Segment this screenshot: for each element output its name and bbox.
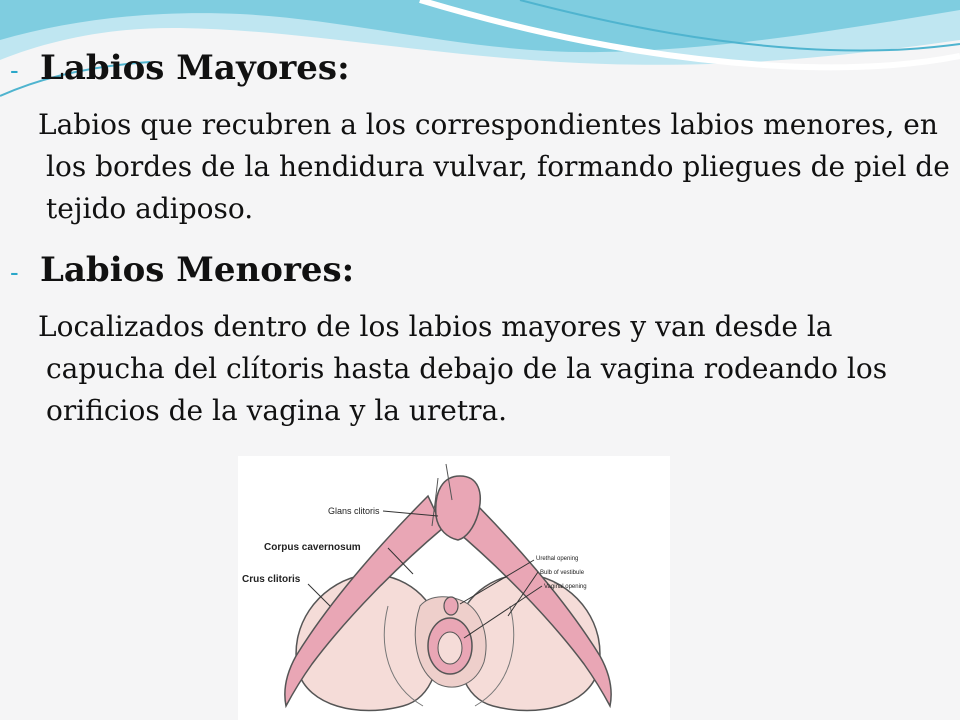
bullet-labios-menores (10, 250, 354, 290)
paragraph-labios-menores: Localizados dentro de los labios mayores y van desde la capucha del clítoris hasta debajo de la vagina rodeando los orificios de la vagina y la uretra. (38, 310, 888, 427)
label-bulb-of-vestibule: Bulb of vestibule (540, 570, 585, 576)
label-urethral-opening: Urethal opening (536, 556, 579, 562)
bullet-dash: - (10, 55, 19, 85)
heading-labios-menores: Labios Menores: (40, 250, 355, 290)
label-corpus-cavernosum: Corpus cavernosum (264, 542, 361, 553)
anatomy-illustration (238, 456, 670, 720)
label-crus-clitoris: Crus clitoris (242, 574, 301, 585)
label-glans-clitoris: Glans clitoris (328, 506, 380, 516)
heading-labios-mayores: Labios Mayores: (40, 48, 350, 88)
anatomy-drawing (238, 456, 670, 720)
paragraph-labios-mayores: Labios que recubren a los correspondientes labios menores, en los bordes de la hendidura vulvar, formando pliegues de piel de tejido adiposo. (38, 108, 950, 225)
label-vaginal-opening: Vaginal opening (544, 584, 587, 590)
bullet-labios-mayores (10, 48, 350, 88)
bullet-dash: - (10, 257, 19, 287)
